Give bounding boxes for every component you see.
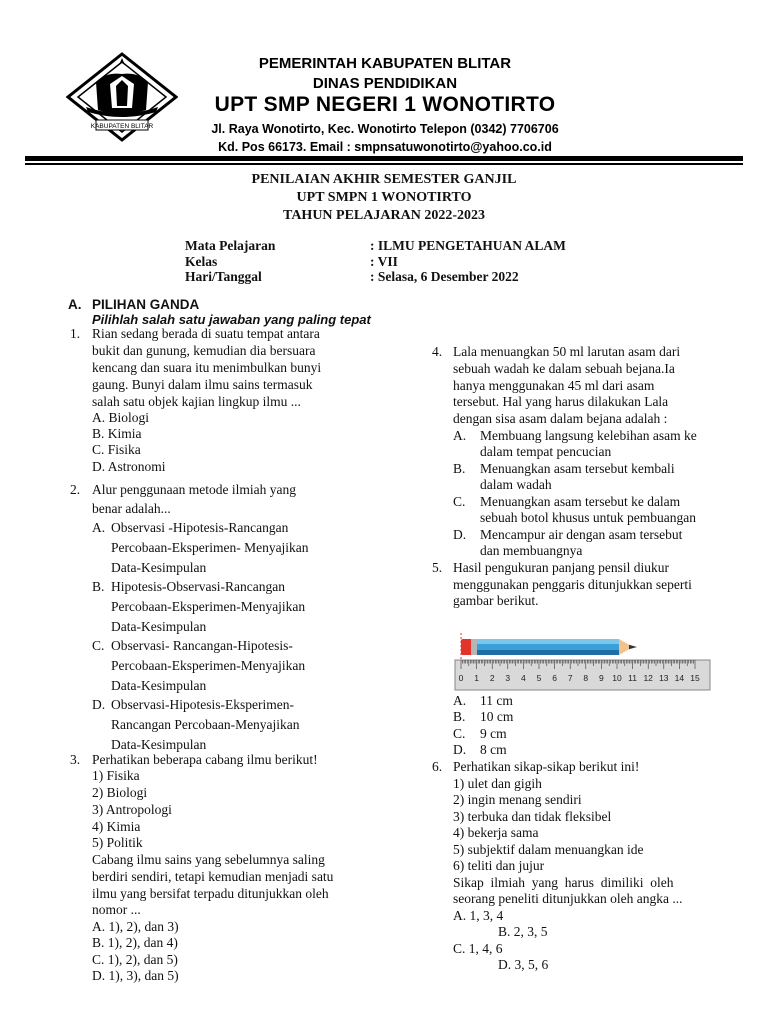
answer-option: B. Kimia (92, 426, 142, 441)
option-line: Membuang langsung kelebihan asam ke (480, 428, 697, 443)
ruler-label: 13 (659, 673, 669, 683)
ruler-label: 11 (628, 673, 638, 683)
option-line: Percobaan-Eksperimen- Menyajikan (111, 540, 309, 555)
option-letter: A. (453, 693, 467, 708)
section-instruction: Pilihlah salah satu jawaban yang paling tepat (92, 312, 371, 327)
question-line: menggunakan penggaris ditunjukkan seperti (453, 577, 692, 592)
info-label-date: Hari/Tanggal (185, 269, 262, 284)
ruler-label: 12 (643, 673, 653, 683)
question-number: 6. (432, 759, 443, 774)
ruler-label: 4 (521, 673, 526, 683)
question-line: dengan sisa asam dalam bejana adalah : (453, 411, 668, 426)
option-letter: B. (92, 579, 105, 594)
question-number: 1. (70, 326, 81, 341)
list-item: 2) ingin menang sendiri (453, 792, 582, 807)
option-letter: D. (453, 742, 467, 757)
option-line: Hipotesis-Observasi-Rancangan (111, 579, 285, 594)
header-contact: Kd. Pos 66173. Email : smpnsatuwonotirto@yahoo.co.id (218, 140, 552, 154)
ruler-label: 5 (536, 673, 542, 683)
option-letter: A. (92, 520, 106, 535)
answer-option: C. 1), 2), dan 5) (92, 952, 178, 967)
question-line: hanya menggunakan 45 ml dari asam (453, 378, 655, 393)
list-item: 6) teliti dan jujur (453, 858, 545, 873)
question-line: nomor ... (92, 902, 141, 917)
answer-option: B. 2, 3, 5 (498, 924, 548, 939)
option-letter: B. (453, 709, 466, 724)
option-text: 8 cm (480, 742, 507, 757)
header-rule-thick (25, 156, 743, 161)
question-line: gaung. Bunyi dalam ilmu sains termasuk (92, 377, 313, 392)
option-line: Percobaan-Eksperimen-Menyajikan (111, 658, 306, 673)
option-line: Observasi -Hipotesis-Rancangan (111, 520, 289, 535)
ruler-label: 1 (474, 673, 479, 683)
question-line: sebuah wadah ke dalam sebuah bejana.Ia (453, 361, 675, 376)
section-title: PILIHAN GANDA (92, 297, 200, 312)
option-text: 9 cm (480, 726, 507, 741)
option-line: dan membuangnya (480, 543, 583, 558)
question-line: Rian sedang berada di suatu tempat antara (92, 326, 320, 341)
pencil-ruler-illustration (453, 633, 713, 693)
option-line: Percobaan-Eksperimen-Menyajikan (111, 599, 306, 614)
answer-option: A. 1, 3, 4 (453, 908, 504, 923)
ruler-label: 0 (458, 673, 464, 683)
answer-option: D. 3, 5, 6 (498, 957, 549, 972)
question-number: 3. (70, 752, 81, 767)
question-line: salah satu objek kajian lingkup ilmu ... (92, 394, 301, 409)
header-address: Jl. Raya Wonotirto, Kec. Wonotirto Telepon (0342) 7706706 (211, 122, 559, 136)
list-item: 5) Politik (92, 835, 143, 850)
answer-option: D. Astronomi (92, 459, 166, 474)
answer-option: C. 1, 4, 6 (453, 941, 503, 956)
list-item: 5) subjektif dalam menuangkan ide (453, 842, 644, 857)
option-letter: C. (92, 638, 105, 653)
option-line: Menuangkan asam tersebut kembali (480, 461, 675, 476)
question-number: 5. (432, 560, 443, 575)
option-line: Menuangkan asam tersebut ke dalam (480, 494, 681, 509)
question-line: Lala menuangkan 50 ml larutan asam dari (453, 344, 681, 359)
info-value-class: : VII (370, 254, 398, 269)
question-line: kencang dan suara itu menimbulkan bunyi (92, 360, 322, 375)
header-government: PEMERINTAH KABUPATEN BLITAR (258, 55, 512, 72)
list-item: 2) Biologi (92, 785, 148, 800)
ruler-label: 8 (583, 673, 589, 683)
question-number: 2. (70, 482, 81, 497)
info-label-subject: Mata Pelajaran (185, 238, 276, 253)
option-letter: C. (453, 726, 466, 741)
logo-caption: KABUPATEN BLITAR (90, 123, 154, 130)
question-line: tersebut. Hal yang harus dilakukan Lala (453, 394, 669, 409)
question-line: seorang peneliti ditunjukkan oleh angka ... (453, 891, 683, 906)
question-number: 4. (432, 344, 443, 359)
question-line: Sikap ilmiah yang harus dimiliki oleh (453, 875, 674, 890)
answer-option: A. 1), 2), dan 3) (92, 919, 179, 934)
option-letter: D. (92, 697, 106, 712)
answer-option: D. 1), 3), dan 5) (92, 968, 179, 983)
ruler-label: 6 (552, 673, 557, 683)
question-line: berdiri sendiri, tetapi kemudian menjadi satu (92, 869, 334, 884)
info-label-class: Kelas (185, 254, 218, 269)
question-line: Hasil pengukuran panjang pensil diukur (453, 560, 669, 575)
exam-year: TAHUN PELAJARAN 2022-2023 (283, 208, 485, 223)
question-line: ilmu yang bersifat terpadu ditunjukkan oleh (92, 886, 329, 901)
question-line: gambar berikut. (453, 593, 539, 608)
exam-school: UPT SMPN 1 WONOTIRTO (296, 190, 472, 205)
question-line: bukit dan gunung, kemudian dia bersuara (92, 343, 316, 358)
option-text: 10 cm (480, 709, 514, 724)
option-text: 11 cm (480, 693, 513, 708)
ruler-label: 15 (690, 673, 700, 683)
list-item: 3) Antropologi (92, 802, 172, 817)
ruler-label: 9 (599, 673, 604, 683)
list-item: 1) ulet dan gigih (453, 776, 542, 791)
ruler-label: 14 (674, 673, 685, 683)
option-line: Observasi-Hipotesis-Eksperimen- (111, 697, 294, 712)
answer-option: C. Fisika (92, 442, 141, 457)
list-item: 3) terbuka dan tidak fleksibel (453, 809, 612, 824)
option-line: sebuah botol khusus untuk pembuangan (480, 510, 696, 525)
question-line: Alur penggunaan metode ilmiah yang (92, 482, 296, 497)
ruler-label: 7 (567, 673, 573, 683)
question-line: Cabang ilmu sains yang sebelumnya saling (92, 852, 325, 867)
option-line: Rancangan Percobaan-Menyajikan (111, 717, 300, 732)
ruler-label: 2 (489, 673, 495, 683)
answer-option: B. 1), 2), dan 4) (92, 935, 178, 950)
option-line: dalam tempat pencucian (480, 444, 612, 459)
list-item: 4) bekerja sama (453, 825, 539, 840)
info-value-date: : Selasa, 6 Desember 2022 (370, 269, 519, 284)
option-letter: B. (453, 461, 466, 476)
question-intro: Perhatikan sikap-sikap berikut ini! (453, 759, 640, 774)
exam-title: PENILAIAN AKHIR SEMESTER GANJIL (251, 172, 517, 187)
option-line: dalam wadah (480, 477, 552, 492)
section-letter: A. (68, 297, 82, 312)
question-line: benar adalah... (92, 501, 171, 516)
ruler-label: 10 (612, 673, 622, 683)
pencil-lead (629, 645, 637, 650)
list-item: 1) Fisika (92, 768, 140, 783)
answer-option: A. Biologi (92, 410, 150, 425)
option-letter: D. (453, 527, 467, 542)
info-value-subject: : ILMU PENGETAHUAN ALAM (370, 238, 566, 253)
option-letter: C. (453, 494, 466, 509)
option-line: Mencampur air dengan asam tersebut (480, 527, 683, 542)
question-intro: Perhatikan beberapa cabang ilmu berikut! (92, 752, 318, 767)
option-line: Observasi- Rancangan-Hipotesis- (111, 638, 293, 653)
list-item: 4) Kimia (92, 819, 141, 834)
header-department: DINAS PENDIDIKAN (312, 75, 458, 92)
ruler-label: 3 (505, 673, 511, 683)
option-line: Data-Kesimpulan (111, 619, 207, 634)
option-line: Data-Kesimpulan (111, 560, 207, 575)
header-rule-thin (25, 163, 743, 165)
header-school-name: UPT SMP NEGERI 1 WONOTIRTO (214, 93, 556, 116)
option-line: Data-Kesimpulan (111, 678, 207, 693)
option-letter: A. (453, 428, 467, 443)
option-line: Data-Kesimpulan (111, 737, 207, 752)
